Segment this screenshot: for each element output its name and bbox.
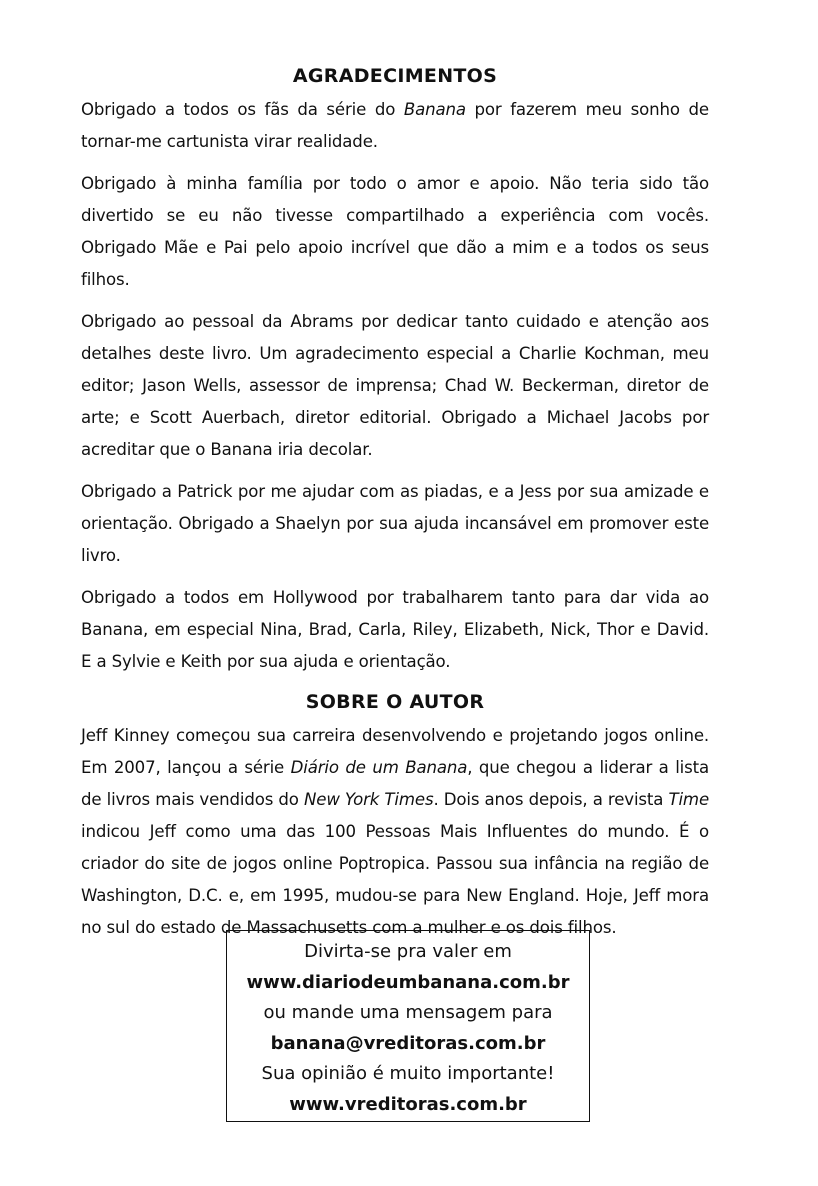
ack-paragraph-4 — [81, 476, 709, 572]
acknowledgments-heading: AGRADECIMENTOS — [292, 65, 498, 87]
contact-line-opinion: Sua opinião é muito importante! — [261, 1063, 555, 1084]
ack-paragraph-5 — [81, 582, 709, 678]
about-author-heading: SOBRE O AUTOR — [305, 691, 485, 713]
text-run: . Dois anos depois, a revista — [433, 790, 669, 809]
text-run: Obrigado a Patrick por me ajudar com as piadas, e a Jess por sua amizade e orientação. Obrigado a Shaelyn por sua ajuda incansável em promover este livro. — [81, 482, 709, 565]
text-run: , que chegou a liderar a lista de livros mais vendidos do — [81, 758, 710, 809]
contact-email-link[interactable]: banana@vreditoras.com.br — [270, 1032, 546, 1054]
publisher-website-link[interactable]: www.vreditoras.com.br — [289, 1093, 527, 1115]
contact-box — [226, 930, 590, 1122]
italic-text-run: Diário de um Banana — [290, 758, 468, 777]
about-author-paragraph — [81, 720, 709, 944]
ack-paragraph-1 — [81, 94, 709, 158]
text-run: por fazerem meu sonho de tornar-me cartunista virar realidade. — [81, 100, 709, 151]
text-run: Obrigado a todos em Hollywood por trabalharem tanto para dar vida ao Banana, em especial Nina, Brad, Carla, Riley, Elizabeth, Nick, Thor e David. E a Sylvie e Keith por sua ajuda e orientação. — [81, 588, 709, 671]
italic-text-run: New York Times — [304, 790, 434, 809]
page-content — [81, 62, 709, 954]
italic-text-run: Banana — [403, 100, 466, 119]
contact-line-invite: Divirta-se pra valer em — [304, 941, 512, 962]
text-run: Jeff Kinney começou sua carreira desenvolvendo e projetando jogos online. Em 2007, lançou a série — [81, 726, 709, 777]
text-run: indicou Jeff como uma das 100 Pessoas Mais Influentes do mundo. É o criador do site de jogos online Poptropica. Passou sua infância na região de Washington, D.C. e, em 1995, mudou-se para New England. Hoje, Jeff mora no sul do estado de Massachusetts com a mulher e os dois filhos. — [81, 822, 709, 937]
text-run: Obrigado ao pessoal da Abrams por dedicar tanto cuidado e atenção aos detalhes deste livro. Um agradecimento especial a Charlie Kochman, meu editor; Jason Wells, assessor de imprensa; Chad W. Beckerman, diretor de arte; e Scott Auerbach, diretor editorial. Obrigado a Michael Jacobs por acreditar que o Banana iria decolar. — [81, 312, 709, 459]
italic-text-run: Time — [668, 790, 710, 809]
text-run: Obrigado à minha família por todo o amor e apoio. Não teria sido tão divertido se eu não tivesse compartilhado a experiência com vocês. Obrigado Mãe e Pai pelo apoio incrível que dão a mim e a todos os seus filhos. — [81, 174, 709, 289]
ack-paragraph-3 — [81, 306, 709, 466]
ack-paragraph-2 — [81, 168, 709, 296]
text-run: Obrigado a todos os fãs da série do — [81, 100, 404, 119]
contact-line-message: ou mande uma mensagem para — [263, 1002, 553, 1023]
contact-website-link[interactable]: www.diariodeumbanana.com.br — [246, 971, 570, 993]
